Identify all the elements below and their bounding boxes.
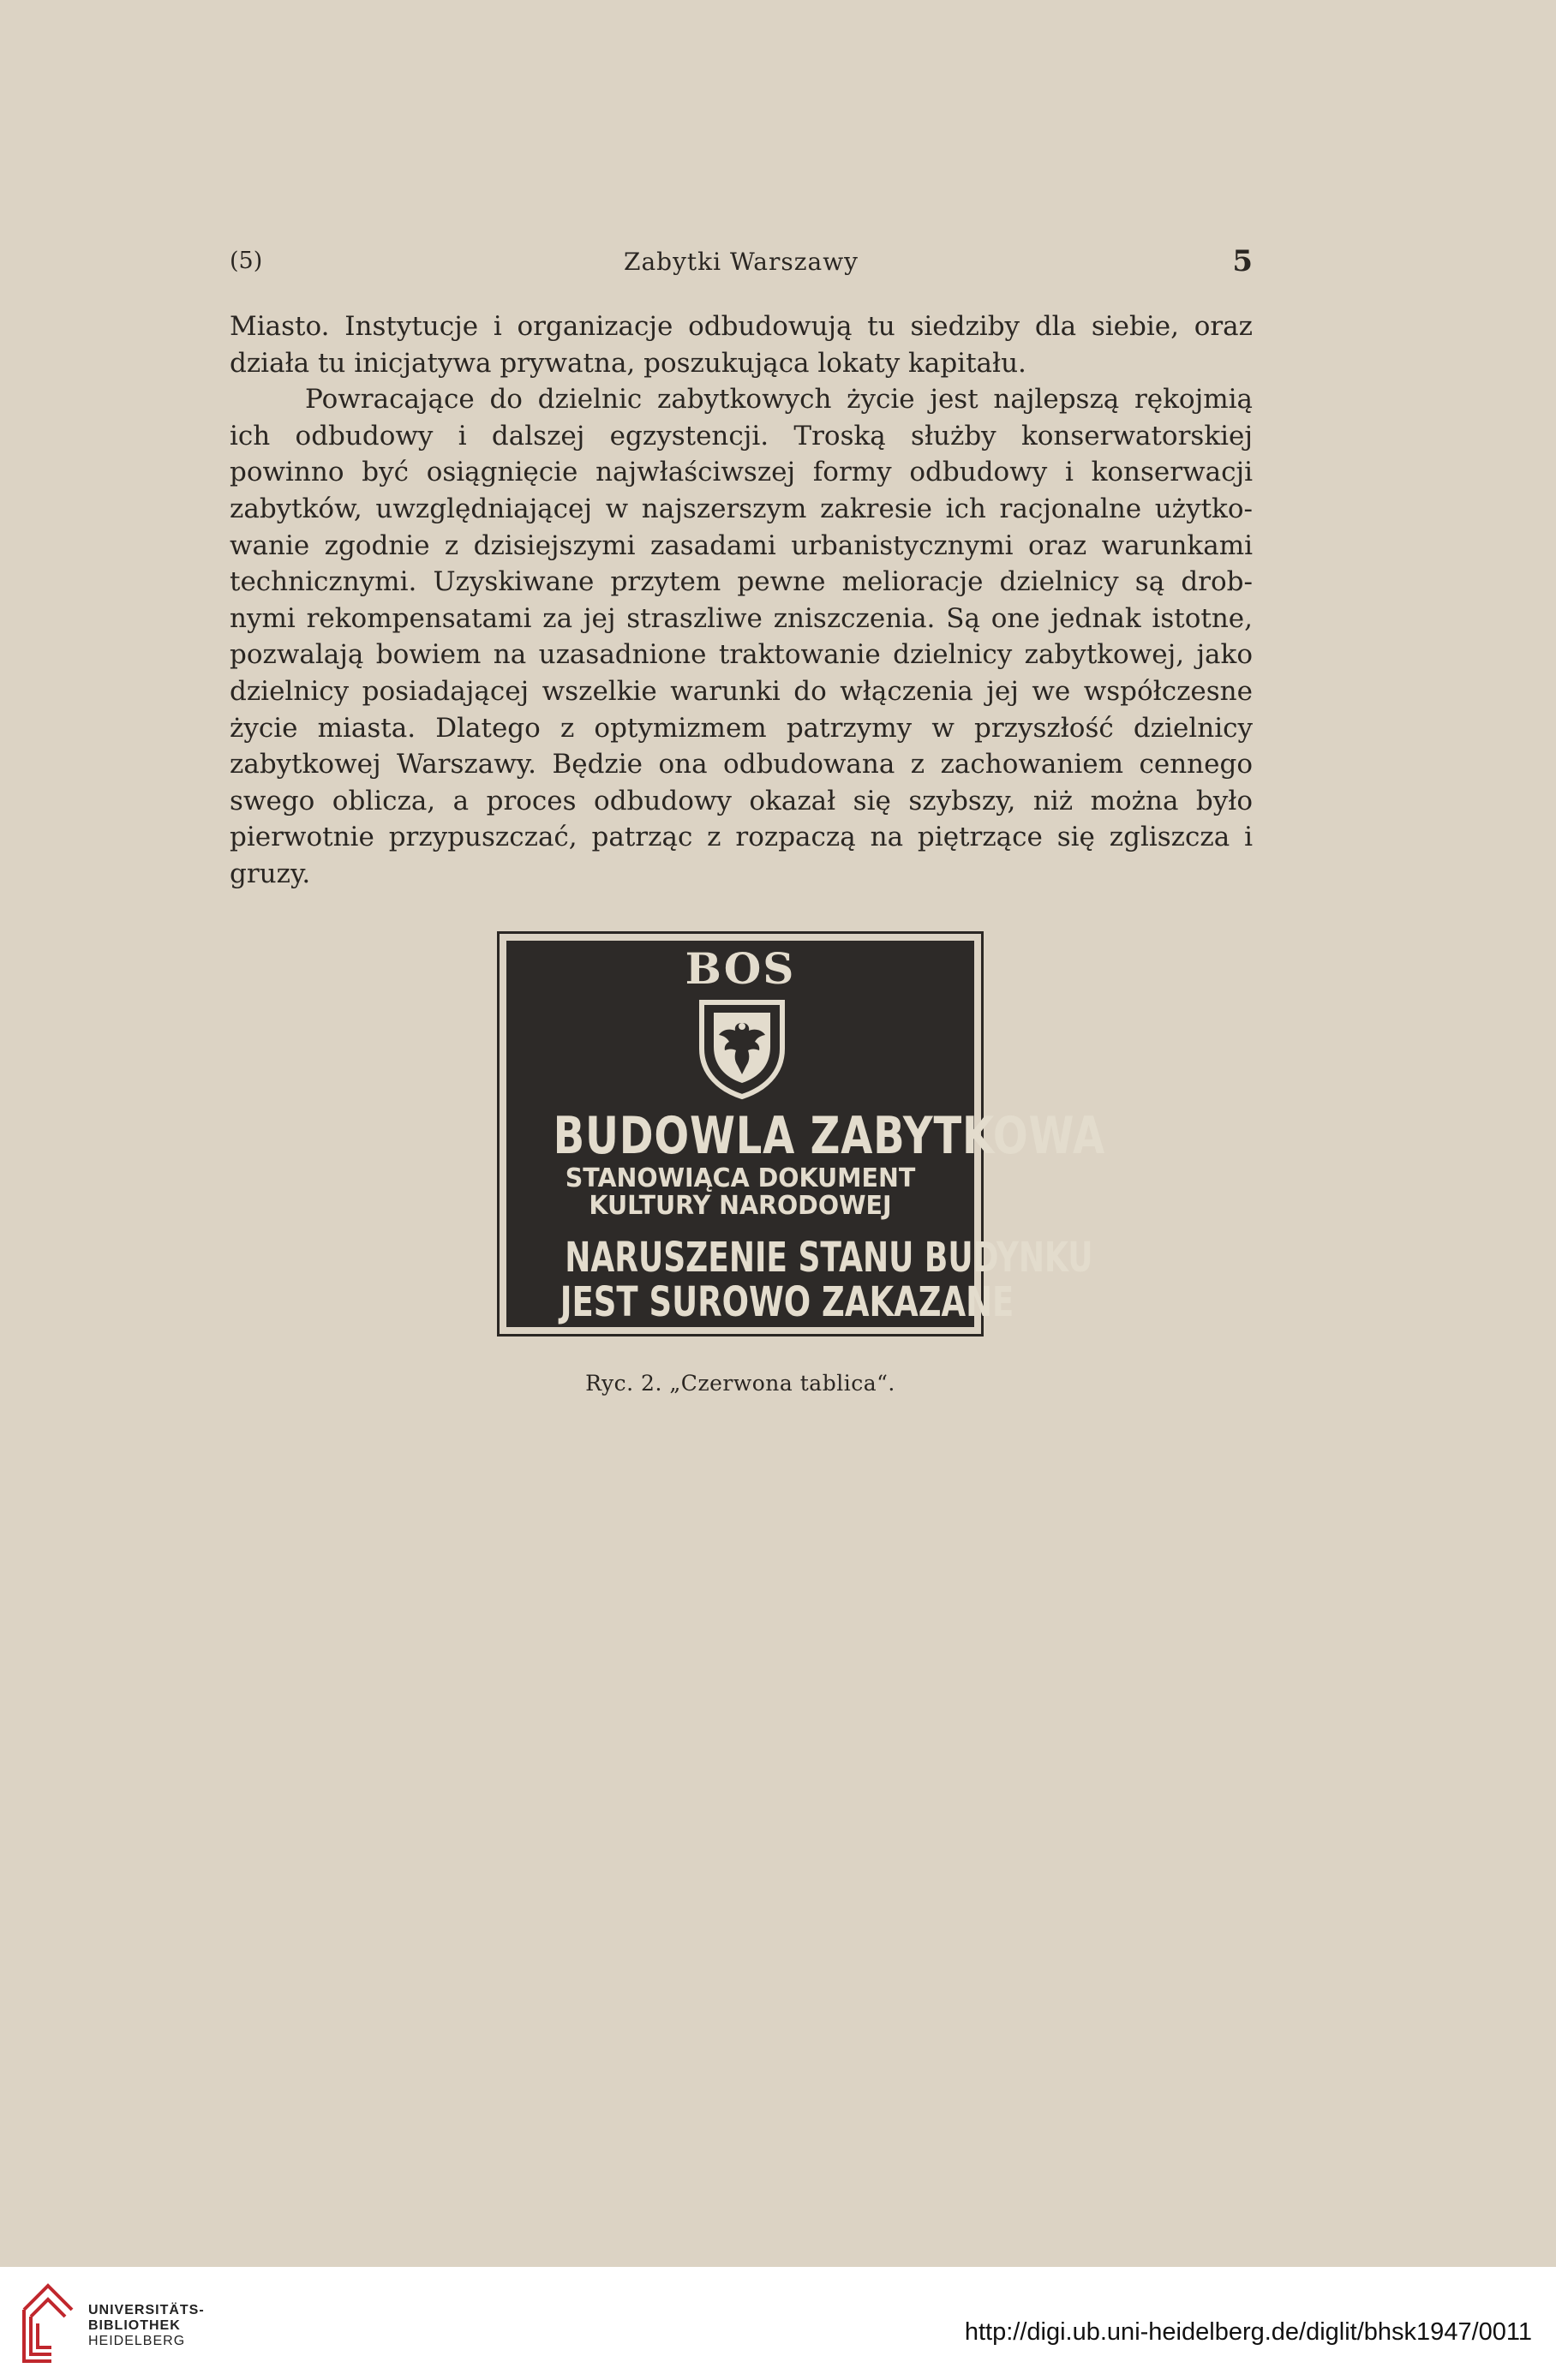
plaque-warning: NARUSZENIE STANU BUDYNKU: [565, 1234, 1093, 1282]
plaque-logo: BOS: [685, 943, 796, 994]
library-name: [88, 2303, 205, 2349]
plaque-subtitle: KULTURY NARODOWEJ: [589, 1191, 892, 1221]
paragraph: Miasto. Instytucje i organizacje odbudowują tu siedziby dla siebie, oraz działa tu inicjatywa prywatna, poszukująca lokaty kapitału.: [230, 311, 1253, 379]
body-text: [230, 308, 1253, 893]
library-name-line: UNIVERSITÄTS-: [88, 2303, 205, 2317]
figure-caption: Ryc. 2. „Czerwona tablica“.: [585, 1371, 895, 1396]
page-header: [230, 244, 1253, 278]
running-title: Zabytki Warszawy: [624, 248, 859, 276]
page-reference: (5): [230, 248, 263, 274]
source-url-link[interactable]: http://digi.ub.uni-heidelberg.de/diglit/bhsk1947/0011: [964, 2318, 1532, 2346]
page-number: 5: [1232, 244, 1253, 278]
library-name-line: HEIDELBERG: [88, 2334, 186, 2348]
figure-plaque: [497, 931, 1105, 1337]
eagle-shield-icon: [690, 997, 794, 1100]
paragraph: Powracające do dzielnic zabytkowych życie jest najlepszą rękojmią ich odbudowy i dalszej egzystencji. Troską służby konserwatorskiej powinno być osiągnięcie najwłaściwszej formy odbudowy i konserwacji zabytków, uwzględniającej w najszerszym zakresie ich racjonalne użytkowanie zgodnie z dzisiejszymi zasadami urbanistycznymi oraz warunkami technicznymi. Uzyskiwane przytem pewne melioracje dzielnicy są drobnymi rekompensatami za jej straszliwe zniszczenia. Są one jednak istotne, pozwalają bowiem na uzasadnione traktowanie dzielnicy zabytkowej, jako dzielnicy posiadającej wszelkie warunki do włączenia jej we współczesne życie miasta. Dlatego z optymizmem patrzymy w przyszłość dzielnicy zabytkowej Warszawy. Będzie ona odbudowana z zachowaniem cennego swego oblicza, a proces odbudowy okazał się szybszy, niż można było pierwotnie przypuszczać, patrząc z rozpaczą na piętrzące się zgliszcza i gruzy.: [230, 384, 1253, 889]
library-name-line: BIBLIOTHEK: [88, 2318, 181, 2333]
footer-bar: [0, 2267, 1556, 2380]
plaque-board: [506, 941, 1105, 1327]
plaque-title: BUDOWLA ZABYTKOWA: [553, 1106, 1105, 1166]
library-logo-icon: [17, 2279, 79, 2368]
plaque-warning: JEST SUROWO ZAKAZANE: [560, 1278, 1014, 1326]
plaque-subtitle: STANOWIĄCA DOKUMENT: [565, 1163, 916, 1193]
